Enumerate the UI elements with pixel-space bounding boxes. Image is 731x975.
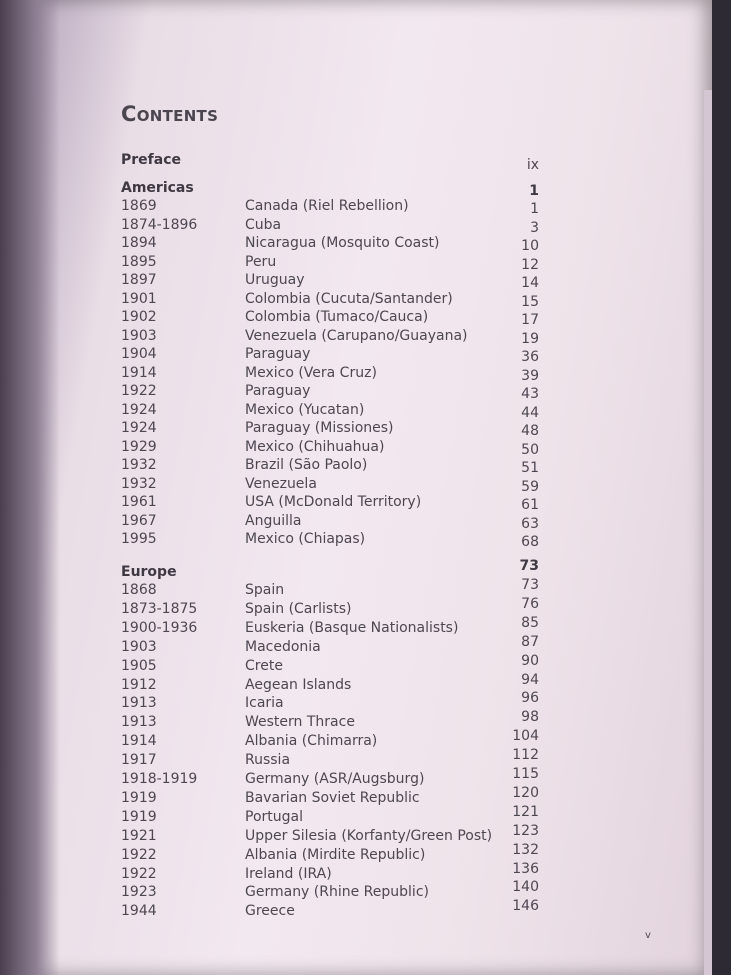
entry-page: 94	[521, 671, 539, 688]
entry-page: 14	[521, 275, 539, 291]
entry-year: 1922	[121, 846, 157, 863]
entry-place: Anguilla	[245, 512, 302, 529]
table-row	[0, 879, 731, 902]
entry-place: Uruguay	[245, 272, 305, 288]
table-row	[0, 841, 731, 865]
entry-place: Crete	[245, 657, 283, 674]
entry-page: 63	[521, 515, 539, 532]
entry-page: 39	[521, 367, 539, 384]
entry-year: 1902	[121, 309, 157, 325]
entry-place: Paraguay	[245, 346, 311, 362]
entry-year: 1961	[121, 494, 157, 510]
entry-year: 1912	[121, 676, 157, 693]
entry-page: 17	[521, 312, 539, 328]
entry-year: 1917	[121, 752, 157, 769]
entry-year: 1995	[121, 531, 157, 547]
entry-year: 1929	[121, 438, 157, 455]
entry-page: 112	[512, 747, 539, 764]
entry-page: 12	[521, 256, 539, 273]
table-row	[0, 747, 731, 770]
table-row	[0, 328, 731, 346]
entry-year: 1923	[121, 884, 157, 901]
entry-place: Germany (ASR/Augsburg)	[245, 771, 425, 787]
entry-place: Germany (Rhine Republic)	[245, 884, 429, 901]
entry-place: Colombia (Tumaco/Cauca)	[245, 309, 429, 325]
entry-page: 73	[521, 577, 539, 593]
table-row	[0, 822, 731, 846]
entry-year: 1919	[121, 789, 157, 806]
entry-year: 1913	[121, 714, 157, 731]
entry-place: Paraguay	[245, 383, 311, 399]
entry-place: Spain (Carlists)	[245, 600, 352, 617]
entry-page: 36	[521, 349, 539, 365]
table-row	[0, 513, 731, 531]
entry-page: 85	[521, 614, 539, 631]
entry-page: 51	[521, 460, 539, 476]
entry-year: 1918-1919	[121, 771, 198, 787]
table-row	[0, 633, 731, 657]
entry-page: 98	[521, 709, 539, 726]
entry-place: USA (McDonald Territory)	[245, 494, 422, 510]
table-row	[0, 577, 731, 600]
entry-page: 123	[512, 822, 539, 839]
entry-place: Brazil (São Paolo)	[245, 457, 368, 473]
table-row	[0, 803, 731, 827]
table-row	[0, 272, 731, 290]
table-row	[0, 690, 731, 713]
entry-year: 1922	[121, 865, 157, 882]
entry-year: 1921	[121, 827, 157, 844]
entry-year: 1901	[121, 290, 157, 307]
entry-year: 1932	[121, 457, 157, 473]
table-row	[0, 898, 731, 921]
entry-page: 96	[521, 690, 539, 707]
entry-page: 15	[521, 293, 539, 310]
table-row	[0, 402, 731, 420]
entry-page: 120	[512, 784, 539, 801]
table-row	[0, 860, 731, 884]
table-row	[0, 309, 731, 327]
entry-page: 136	[512, 860, 539, 877]
entry-place: Canada (Riel Rebellion)	[245, 198, 409, 214]
table-row	[0, 420, 731, 438]
entry-page: 104	[512, 728, 539, 745]
entry-place: Albania (Chimarra)	[245, 733, 378, 750]
entry-page: 132	[512, 841, 539, 858]
entry-page: 48	[521, 423, 539, 439]
entry-year: 1900-1936	[121, 619, 198, 636]
entry-year: 1905	[121, 657, 157, 674]
europe-page: 73	[519, 558, 539, 574]
page-number: v	[645, 930, 651, 941]
table-row	[0, 476, 731, 494]
entry-page: 87	[521, 633, 539, 650]
entry-year: 1903	[121, 327, 157, 344]
entry-page: 68	[521, 534, 539, 550]
entry-place: Ireland (IRA)	[245, 865, 332, 882]
table-row	[0, 671, 731, 695]
entry-place: Cuba	[245, 216, 282, 233]
table-row	[0, 198, 731, 216]
entry-page: 19	[521, 330, 539, 347]
entry-page: 140	[512, 879, 539, 896]
entry-page: 76	[521, 595, 539, 612]
contents-title: Contents	[121, 102, 219, 126]
table-row	[0, 494, 731, 512]
entry-year: 1914	[121, 364, 157, 381]
entry-place: Spain	[245, 582, 285, 598]
entry-place: Mexico (Vera Cruz)	[245, 364, 377, 381]
entry-year: 1924	[121, 420, 157, 436]
entry-place: Upper Silesia (Korfanty/Green Post)	[245, 827, 493, 844]
entry-place: Euskeria (Basque Nationalists)	[245, 619, 459, 636]
entry-place: Venezuela (Carupano/Guayana)	[245, 327, 468, 344]
entry-place: Aegean Islands	[245, 676, 352, 693]
entry-year: 1903	[121, 638, 157, 655]
table-row	[0, 784, 731, 808]
entry-page: 121	[512, 803, 539, 820]
entry-page: 43	[521, 386, 539, 402]
entry-place: Paraguay (Missiones)	[245, 420, 394, 436]
entry-page: 50	[521, 441, 539, 458]
entry-year: 1914	[121, 733, 157, 750]
entry-place: Bavarian Soviet Republic	[245, 789, 420, 806]
entry-page: 59	[521, 478, 539, 495]
entry-year: 1932	[121, 475, 157, 492]
entry-year: 1868	[121, 582, 157, 598]
entry-year: 1897	[121, 272, 157, 288]
entry-page: 61	[521, 497, 539, 513]
entry-place: Mexico (Chihuahua)	[245, 438, 385, 455]
entry-page: 3	[530, 219, 539, 236]
europe-section-row	[0, 558, 731, 582]
entry-place: Macedonia	[245, 638, 321, 655]
table-row	[0, 709, 731, 732]
table-row	[0, 652, 731, 676]
entry-place: Peru	[245, 253, 277, 270]
table-row	[0, 365, 731, 383]
entry-page: 146	[512, 898, 539, 915]
preface-label: Preface	[121, 152, 181, 168]
entry-place: Portugal	[245, 808, 303, 825]
europe-label: Europe	[121, 564, 177, 580]
americas-page: 1	[529, 183, 539, 199]
table-row	[0, 728, 731, 751]
entry-year: 1873-1875	[121, 600, 198, 617]
entry-place: Albania (Mirdite Republic)	[245, 846, 426, 863]
entry-year: 1967	[121, 512, 157, 529]
entry-year: 1922	[121, 383, 157, 399]
table-row	[0, 235, 731, 253]
preface-row	[0, 152, 731, 173]
table-row	[0, 383, 731, 401]
entry-place: Mexico (Yucatan)	[245, 401, 365, 418]
entry-year: 1894	[121, 235, 157, 251]
preface-page: ix	[526, 157, 539, 173]
entry-page: 90	[521, 652, 539, 669]
entry-year: 1913	[121, 695, 157, 712]
americas-section-row	[0, 180, 731, 198]
table-row	[0, 254, 731, 272]
entry-year: 1869	[121, 198, 157, 214]
entry-place: Icaria	[245, 695, 284, 712]
entry-year: 1895	[121, 253, 157, 270]
entry-year: 1874-1896	[121, 216, 198, 233]
entry-page: 115	[512, 766, 539, 782]
entry-page: 1	[530, 201, 539, 217]
table-row	[0, 291, 731, 309]
entry-place: Western Thrace	[245, 714, 355, 731]
table-row	[0, 614, 731, 638]
entry-place: Greece	[245, 903, 295, 920]
table-row	[0, 346, 731, 364]
entry-page: 10	[521, 238, 539, 254]
table-row	[0, 439, 731, 457]
entry-year: 1919	[121, 808, 157, 825]
entry-year: 1904	[121, 346, 157, 362]
table-row	[0, 217, 731, 235]
entry-place: Mexico (Chiapas)	[245, 531, 366, 547]
table-row	[0, 457, 731, 475]
entry-year: 1924	[121, 401, 157, 418]
entry-place: Venezuela	[245, 475, 317, 492]
table-row	[0, 531, 731, 549]
americas-label: Americas	[121, 180, 194, 196]
entry-place: Russia	[245, 752, 291, 769]
table-row	[0, 595, 731, 619]
entry-place: Nicaragua (Mosquito Coast)	[245, 235, 440, 251]
table-row	[0, 766, 731, 789]
entry-place: Colombia (Cucuta/Santander)	[245, 290, 453, 307]
entry-year: 1944	[121, 903, 157, 920]
entry-page: 44	[521, 404, 539, 421]
